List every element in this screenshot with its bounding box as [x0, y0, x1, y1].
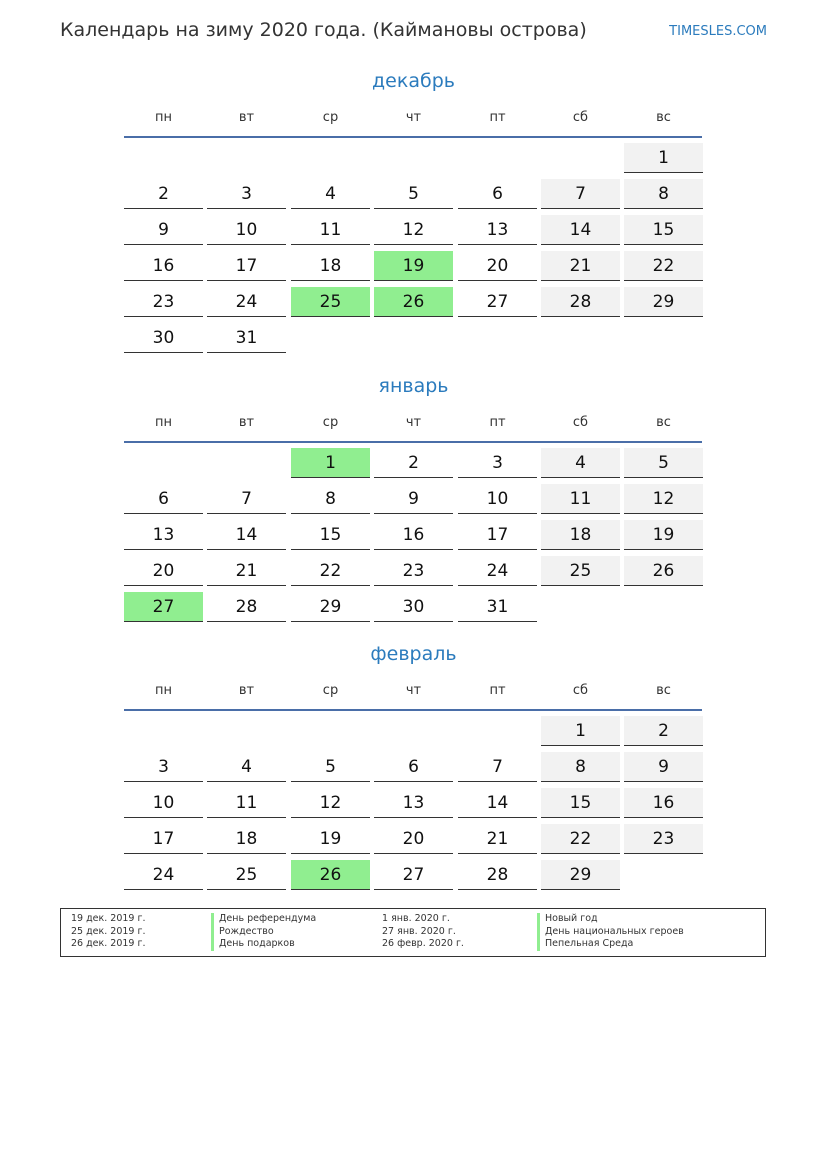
- day-cell: 11: [291, 215, 370, 245]
- day-cell: 24: [124, 860, 203, 890]
- day-cell: 3: [124, 752, 203, 782]
- day-cell: 20: [374, 824, 453, 854]
- day-cell: 16: [374, 520, 453, 550]
- legend-date: 26 февр. 2020 г.: [382, 938, 464, 949]
- day-cell: 13: [124, 520, 203, 550]
- day-cell: 4: [541, 448, 620, 478]
- day-cell: 29: [624, 287, 703, 317]
- weekday-label: пн: [155, 110, 172, 125]
- day-cell: 21: [207, 556, 286, 586]
- day-cell: 18: [207, 824, 286, 854]
- day-cell: 22: [624, 251, 703, 281]
- day-cell: 13: [458, 215, 537, 245]
- month-header-rule: [124, 136, 702, 138]
- day-cell: 16: [124, 251, 203, 281]
- legend-dates-right: [382, 913, 464, 951]
- day-cell: 19: [374, 251, 453, 281]
- day-cell: 4: [291, 179, 370, 209]
- day-cell: 15: [291, 520, 370, 550]
- month-header-rule: [124, 441, 702, 443]
- weekday-label: чт: [405, 415, 422, 430]
- site-link[interactable]: TIMESLES.COM: [669, 24, 767, 39]
- day-cell: 19: [291, 824, 370, 854]
- weekday-label: пн: [155, 415, 172, 430]
- day-cell: 22: [541, 824, 620, 854]
- legend-date: 25 дек. 2019 г.: [71, 925, 146, 937]
- day-cell: 10: [124, 788, 203, 818]
- day-cell: 8: [291, 484, 370, 514]
- day-cell: 7: [541, 179, 620, 209]
- day-cell: 2: [624, 716, 703, 746]
- legend-holiday-name: Новый год: [537, 913, 684, 926]
- day-cell: 31: [458, 592, 537, 622]
- day-cell: 6: [374, 752, 453, 782]
- weekday-label: чт: [405, 110, 422, 125]
- day-cell: 26: [291, 860, 370, 890]
- legend-holiday-name: День подарков: [211, 938, 316, 951]
- day-cell: 11: [541, 484, 620, 514]
- weekday-label: пн: [155, 683, 172, 698]
- legend-holiday-name: Рождество: [211, 926, 316, 939]
- day-cell: 9: [124, 215, 203, 245]
- legend-names-left: [211, 913, 316, 951]
- day-cell: 12: [291, 788, 370, 818]
- day-cell: 6: [124, 484, 203, 514]
- page-title: Календарь на зиму 2020 года. (Каймановы острова): [60, 19, 587, 41]
- day-cell: 1: [291, 448, 370, 478]
- weekday-label: пт: [489, 415, 506, 430]
- weekday-label: ср: [322, 415, 339, 430]
- day-cell: 24: [458, 556, 537, 586]
- day-cell: 21: [458, 824, 537, 854]
- day-cell: 29: [541, 860, 620, 890]
- weekday-label: вт: [238, 110, 255, 125]
- day-cell: 20: [124, 556, 203, 586]
- day-cell: 7: [207, 484, 286, 514]
- weekday-label: пт: [489, 110, 506, 125]
- day-cell: 19: [624, 520, 703, 550]
- weekday-label: пт: [489, 683, 506, 698]
- weekday-label: сб: [572, 110, 589, 125]
- day-cell: 30: [374, 592, 453, 622]
- weekday-label: сб: [572, 415, 589, 430]
- weekday-label: вс: [656, 683, 671, 698]
- day-cell: 4: [207, 752, 286, 782]
- month-header-rule: [124, 709, 702, 711]
- day-cell: 5: [374, 179, 453, 209]
- day-cell: 9: [624, 752, 703, 782]
- day-cell: 16: [624, 788, 703, 818]
- day-cell: 5: [624, 448, 703, 478]
- day-cell: 17: [207, 251, 286, 281]
- day-cell: 28: [458, 860, 537, 890]
- month-title: январь: [378, 375, 449, 397]
- day-cell: 14: [458, 788, 537, 818]
- weekday-label: ср: [322, 683, 339, 698]
- day-cell: 21: [541, 251, 620, 281]
- day-cell: 8: [541, 752, 620, 782]
- month-title: февраль: [370, 643, 457, 665]
- weekday-label: вт: [238, 415, 255, 430]
- day-cell: 17: [458, 520, 537, 550]
- day-cell: 30: [124, 323, 203, 353]
- day-cell: 10: [458, 484, 537, 514]
- legend-date: 1 янв. 2020 г.: [382, 913, 450, 924]
- legend-holiday-name: Пепельная Среда: [537, 938, 684, 951]
- day-cell: 27: [458, 287, 537, 317]
- legend-date: 27 янв. 2020 г.: [382, 925, 456, 937]
- legend-holiday-name: День референдума: [211, 913, 316, 926]
- day-cell: 2: [124, 179, 203, 209]
- legend-date: 19 дек. 2019 г.: [71, 913, 146, 924]
- day-cell: 23: [374, 556, 453, 586]
- legend-holiday-name: День национальных героев: [537, 926, 684, 939]
- day-cell: 5: [291, 752, 370, 782]
- day-cell: 27: [374, 860, 453, 890]
- day-cell: 27: [124, 592, 203, 622]
- day-cell: 10: [207, 215, 286, 245]
- day-cell: 22: [291, 556, 370, 586]
- day-cell: 18: [291, 251, 370, 281]
- day-cell: 31: [207, 323, 286, 353]
- day-cell: 26: [624, 556, 703, 586]
- legend-dates-left: [71, 913, 146, 951]
- day-cell: 9: [374, 484, 453, 514]
- day-cell: 11: [207, 788, 286, 818]
- day-cell: 13: [374, 788, 453, 818]
- day-cell: 28: [541, 287, 620, 317]
- day-cell: 8: [624, 179, 703, 209]
- legend-date: 26 дек. 2019 г.: [71, 938, 146, 949]
- day-cell: 25: [291, 287, 370, 317]
- day-cell: 17: [124, 824, 203, 854]
- weekday-label: сб: [572, 683, 589, 698]
- weekday-label: ср: [322, 110, 339, 125]
- day-cell: 12: [624, 484, 703, 514]
- weekday-label: вт: [238, 683, 255, 698]
- day-cell: 15: [541, 788, 620, 818]
- day-cell: 29: [291, 592, 370, 622]
- day-cell: 14: [207, 520, 286, 550]
- day-cell: 25: [541, 556, 620, 586]
- day-cell: 23: [624, 824, 703, 854]
- weekday-label: чт: [405, 683, 422, 698]
- day-cell: 7: [458, 752, 537, 782]
- day-cell: 3: [207, 179, 286, 209]
- day-cell: 24: [207, 287, 286, 317]
- day-cell: 15: [624, 215, 703, 245]
- day-cell: 26: [374, 287, 453, 317]
- month-title: декабрь: [372, 70, 455, 92]
- legend-names-right: [537, 913, 684, 951]
- day-cell: 18: [541, 520, 620, 550]
- holiday-legend: [60, 908, 766, 957]
- day-cell: 3: [458, 448, 537, 478]
- day-cell: 1: [624, 143, 703, 173]
- day-cell: 2: [374, 448, 453, 478]
- day-cell: 12: [374, 215, 453, 245]
- day-cell: 25: [207, 860, 286, 890]
- day-cell: 14: [541, 215, 620, 245]
- day-cell: 28: [207, 592, 286, 622]
- day-cell: 23: [124, 287, 203, 317]
- day-cell: 1: [541, 716, 620, 746]
- day-cell: 6: [458, 179, 537, 209]
- day-cell: 20: [458, 251, 537, 281]
- weekday-label: вс: [656, 110, 671, 125]
- weekday-label: вс: [656, 415, 671, 430]
